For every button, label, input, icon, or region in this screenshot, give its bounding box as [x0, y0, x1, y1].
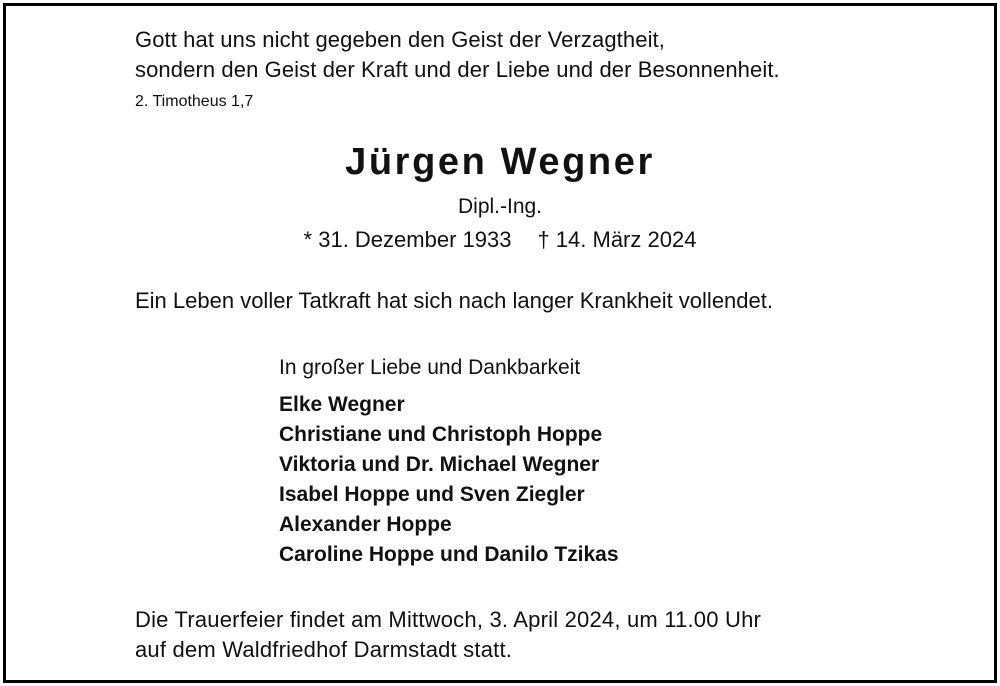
mourner-name: Christiane und Christoph Hoppe — [279, 423, 603, 446]
mourner-name: Alexander Hoppe — [279, 513, 452, 536]
mourner-name: Isabel Hoppe und Sven Ziegler — [279, 483, 585, 506]
service-line-1: Die Trauerfeier findet am Mittwoch, 3. April 2024, um 11.00 Uhr — [135, 607, 762, 632]
mourner-name: Elke Wegner — [279, 393, 405, 416]
verse-line-1: Gott hat uns nicht gegeben den Geist der Verzagtheit, — [135, 27, 665, 52]
birth-date: * 31. Dezember 1933 — [303, 227, 512, 252]
tribute-text: Ein Leben voller Tatkraft hat sich nach langer Krankheit vollendet. — [135, 288, 773, 313]
deceased-title: Dipl.-Ing. — [457, 195, 543, 218]
service-line-2: auf dem Waldfriedhof Darmstadt statt. — [135, 637, 513, 662]
mourner-name: Caroline Hoppe und Danilo Tzikas — [279, 543, 619, 566]
verse-reference: 2. Timotheus 1,7 — [135, 93, 254, 110]
mourners-intro: In großer Liebe und Dankbarkeit — [279, 356, 581, 379]
death-date: † 14. März 2024 — [537, 227, 697, 252]
mourner-name: Viktoria und Dr. Michael Wegner — [279, 453, 600, 476]
deceased-name: Jürgen Wegner — [345, 141, 655, 183]
life-dates — [0, 229, 1000, 251]
verse-line-2: sondern den Geist der Kraft und der Liebe und der Besonnenheit. — [135, 57, 780, 82]
